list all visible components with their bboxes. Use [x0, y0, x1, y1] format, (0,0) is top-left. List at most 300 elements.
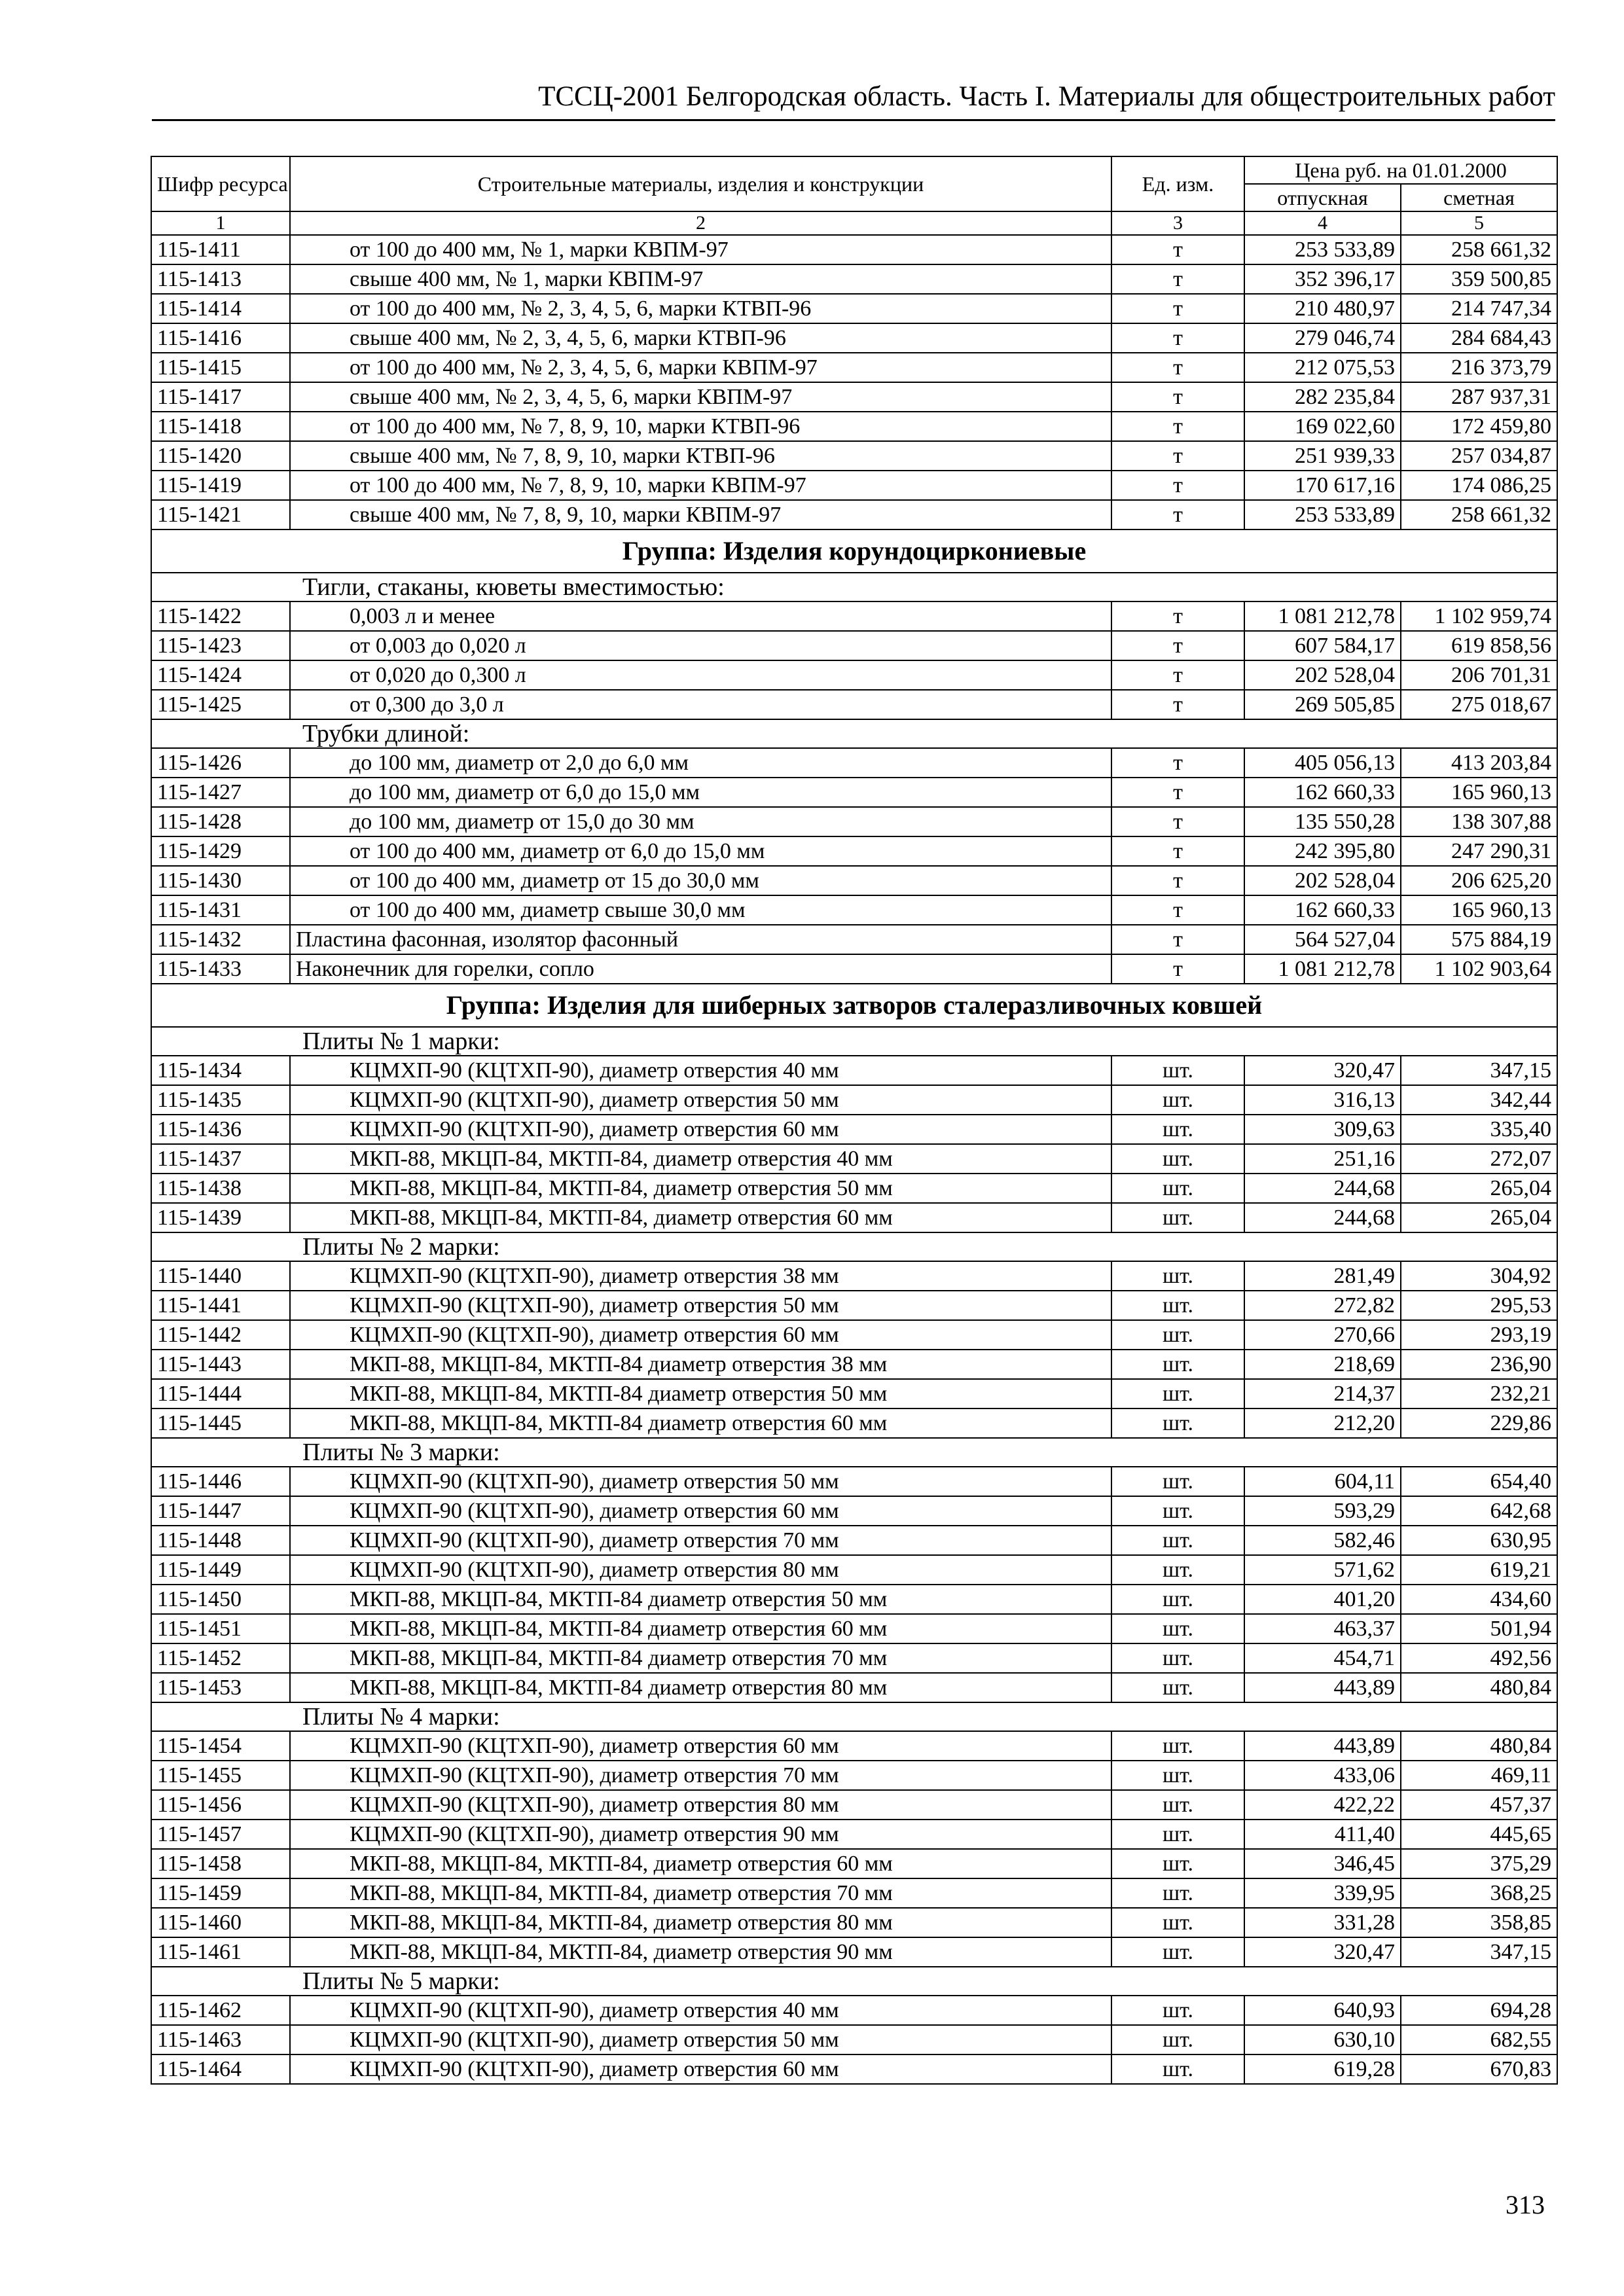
- table-row: [151, 1996, 1557, 2025]
- resource-code: 115-1436: [151, 1115, 290, 1144]
- material-name: КЦМХП-90 (КЦТХП-90), диаметр отверстия 50 мм: [290, 2025, 1111, 2054]
- material-name: МКП-88, МКЦП-84, МКТП-84, диаметр отверстия 90 мм: [290, 1937, 1111, 1967]
- release-price: 218,69: [1244, 1350, 1401, 1379]
- table-row: [151, 1085, 1557, 1115]
- resource-code: 115-1453: [151, 1673, 290, 1702]
- resource-code: 115-1414: [151, 294, 290, 323]
- table-row: [151, 294, 1557, 323]
- release-price: 593,29: [1244, 1496, 1401, 1526]
- material-name: свыше 400 мм, № 7, 8, 9, 10, марки КВПМ-97: [290, 500, 1111, 529]
- material-name: КЦМХП-90 (КЦТХП-90), диаметр отверстия 60 мм: [290, 1731, 1111, 1761]
- material-name: от 100 до 400 мм, диаметр свыше 30,0 мм: [290, 895, 1111, 925]
- release-price: 1 081 212,78: [1244, 954, 1401, 984]
- material-name: МКП-88, МКЦП-84, МКТП-84 диаметр отверстия 60 мм: [290, 1614, 1111, 1643]
- resource-code: 115-1451: [151, 1614, 290, 1643]
- unit-of-measure: т: [1111, 500, 1244, 529]
- release-price: 279 046,74: [1244, 323, 1401, 353]
- release-price: 1 081 212,78: [1244, 601, 1401, 631]
- release-price: 604,11: [1244, 1467, 1401, 1496]
- resource-code: 115-1425: [151, 690, 290, 719]
- estimate-price: 670,83: [1401, 2054, 1557, 2084]
- estimate-price: 275 018,67: [1401, 690, 1557, 719]
- column-number: 1: [151, 211, 290, 235]
- resource-code: 115-1455: [151, 1761, 290, 1790]
- unit-of-measure: шт.: [1111, 1408, 1244, 1438]
- resource-code: 115-1419: [151, 471, 290, 500]
- unit-of-measure: т: [1111, 954, 1244, 984]
- unit-of-measure: т: [1111, 660, 1244, 690]
- table-body: [151, 235, 1557, 2084]
- unit-of-measure: т: [1111, 690, 1244, 719]
- table-row: [151, 1526, 1557, 1555]
- table-row: [151, 382, 1557, 412]
- table-row: [151, 1643, 1557, 1673]
- unit-of-measure: т: [1111, 748, 1244, 778]
- unit-of-measure: т: [1111, 631, 1244, 660]
- estimate-price: 358,85: [1401, 1908, 1557, 1937]
- unit-of-measure: шт.: [1111, 1203, 1244, 1232]
- resource-code: 115-1432: [151, 925, 290, 954]
- resource-code: 115-1443: [151, 1350, 290, 1379]
- section-heading-row: [151, 1027, 1557, 1056]
- unit-of-measure: шт.: [1111, 1643, 1244, 1673]
- column-number: 3: [1111, 211, 1244, 235]
- release-price: 281,49: [1244, 1261, 1401, 1291]
- material-name: Пластина фасонная, изолятор фасонный: [290, 925, 1111, 954]
- material-name: КЦМХП-90 (КЦТХП-90), диаметр отверстия 80 мм: [290, 1790, 1111, 1820]
- material-name: от 0,003 до 0,020 л: [290, 631, 1111, 660]
- estimate-price: 619 858,56: [1401, 631, 1557, 660]
- resource-code: 115-1457: [151, 1820, 290, 1849]
- release-price: 269 505,85: [1244, 690, 1401, 719]
- unit-of-measure: шт.: [1111, 1731, 1244, 1761]
- unit-of-measure: шт.: [1111, 1056, 1244, 1085]
- resource-code: 115-1431: [151, 895, 290, 925]
- material-name: от 0,300 до 3,0 л: [290, 690, 1111, 719]
- table-row: [151, 353, 1557, 382]
- unit-of-measure: шт.: [1111, 1085, 1244, 1115]
- material-name: КЦМХП-90 (КЦТХП-90), диаметр отверстия 70 мм: [290, 1526, 1111, 1555]
- release-price: 422,22: [1244, 1790, 1401, 1820]
- table-row: [151, 1350, 1557, 1379]
- material-name: до 100 мм, диаметр от 15,0 до 30 мм: [290, 807, 1111, 836]
- material-name: от 100 до 400 мм, № 1, марки КВПМ-97: [290, 235, 1111, 264]
- table-row: [151, 807, 1557, 836]
- resource-code: 115-1421: [151, 500, 290, 529]
- release-price: 253 533,89: [1244, 235, 1401, 264]
- estimate-price: 445,65: [1401, 1820, 1557, 1849]
- table-row: [151, 631, 1557, 660]
- estimate-price: 347,15: [1401, 1056, 1557, 1085]
- resource-code: 115-1452: [151, 1643, 290, 1673]
- estimate-price: 630,95: [1401, 1526, 1557, 1555]
- resource-code: 115-1456: [151, 1790, 290, 1820]
- estimate-price: 1 102 903,64: [1401, 954, 1557, 984]
- material-name: МКП-88, МКЦП-84, МКТП-84, диаметр отверстия 70 мм: [290, 1878, 1111, 1908]
- estimate-price: 165 960,13: [1401, 895, 1557, 925]
- table-row: [151, 1731, 1557, 1761]
- resource-code: 115-1418: [151, 412, 290, 441]
- material-name: МКП-88, МКЦП-84, МКТП-84 диаметр отверстия 60 мм: [290, 1408, 1111, 1438]
- column-header-estimate-price: сметная: [1401, 184, 1557, 211]
- unit-of-measure: шт.: [1111, 1585, 1244, 1614]
- table-row: [151, 748, 1557, 778]
- material-name: КЦМХП-90 (КЦТХП-90), диаметр отверстия 70 мм: [290, 1761, 1111, 1790]
- unit-of-measure: шт.: [1111, 2054, 1244, 2084]
- estimate-price: 287 937,31: [1401, 382, 1557, 412]
- material-name: Наконечник для горелки, сопло: [290, 954, 1111, 984]
- unit-of-measure: т: [1111, 778, 1244, 807]
- release-price: 640,93: [1244, 1996, 1401, 2025]
- column-number-row: [151, 211, 1557, 235]
- price-table: [151, 156, 1558, 2085]
- release-price: 251,16: [1244, 1144, 1401, 1174]
- material-name: от 100 до 400 мм, № 7, 8, 9, 10, марки КВПМ-97: [290, 471, 1111, 500]
- table-row: [151, 601, 1557, 631]
- unit-of-measure: шт.: [1111, 1174, 1244, 1203]
- unit-of-measure: шт.: [1111, 1555, 1244, 1585]
- group-heading: Группа: Изделия для шиберных затворов сталеразливочных ковшей: [151, 984, 1557, 1027]
- estimate-price: 258 661,32: [1401, 500, 1557, 529]
- resource-code: 115-1428: [151, 807, 290, 836]
- section-heading: Тигли, стаканы, кюветы вместимостью:: [151, 573, 1557, 601]
- table-row: [151, 1614, 1557, 1643]
- table-row: [151, 1849, 1557, 1878]
- table-row: [151, 1820, 1557, 1849]
- estimate-price: 304,92: [1401, 1261, 1557, 1291]
- material-name: МКП-88, МКЦП-84, МКТП-84, диаметр отверстия 80 мм: [290, 1908, 1111, 1937]
- unit-of-measure: т: [1111, 807, 1244, 836]
- resource-code: 115-1461: [151, 1937, 290, 1967]
- resource-code: 115-1439: [151, 1203, 290, 1232]
- estimate-price: 265,04: [1401, 1174, 1557, 1203]
- material-name: от 100 до 400 мм, № 7, 8, 9, 10, марки КТВП-96: [290, 412, 1111, 441]
- release-price: 630,10: [1244, 2025, 1401, 2054]
- estimate-price: 284 684,43: [1401, 323, 1557, 353]
- material-name: КЦМХП-90 (КЦТХП-90), диаметр отверстия 50 мм: [290, 1291, 1111, 1320]
- material-name: до 100 мм, диаметр от 6,0 до 15,0 мм: [290, 778, 1111, 807]
- table-header-row: [151, 156, 1557, 184]
- estimate-price: 642,68: [1401, 1496, 1557, 1526]
- page-number: 313: [1506, 2190, 1545, 2219]
- release-price: 582,46: [1244, 1526, 1401, 1555]
- estimate-price: 375,29: [1401, 1849, 1557, 1878]
- table-row: [151, 1878, 1557, 1908]
- table-row: [151, 1408, 1557, 1438]
- estimate-price: 272,07: [1401, 1144, 1557, 1174]
- estimate-price: 413 203,84: [1401, 748, 1557, 778]
- release-price: 411,40: [1244, 1820, 1401, 1849]
- table-row: [151, 323, 1557, 353]
- material-name: от 0,020 до 0,300 л: [290, 660, 1111, 690]
- unit-of-measure: шт.: [1111, 1614, 1244, 1643]
- release-price: 454,71: [1244, 1643, 1401, 1673]
- unit-of-measure: шт.: [1111, 1937, 1244, 1967]
- material-name: МКП-88, МКЦП-84, МКТП-84 диаметр отверстия 50 мм: [290, 1585, 1111, 1614]
- unit-of-measure: т: [1111, 895, 1244, 925]
- material-name: КЦМХП-90 (КЦТХП-90), диаметр отверстия 60 мм: [290, 1496, 1111, 1526]
- resource-code: 115-1420: [151, 441, 290, 471]
- estimate-price: 206 701,31: [1401, 660, 1557, 690]
- estimate-price: 214 747,34: [1401, 294, 1557, 323]
- resource-code: 115-1438: [151, 1174, 290, 1203]
- estimate-price: 1 102 959,74: [1401, 601, 1557, 631]
- material-name: КЦМХП-90 (КЦТХП-90), диаметр отверстия 90 мм: [290, 1820, 1111, 1849]
- section-heading-row: [151, 719, 1557, 748]
- material-name: МКП-88, МКЦП-84, МКТП-84 диаметр отверстия 38 мм: [290, 1350, 1111, 1379]
- release-price: 212,20: [1244, 1408, 1401, 1438]
- estimate-price: 368,25: [1401, 1878, 1557, 1908]
- estimate-price: 501,94: [1401, 1614, 1557, 1643]
- release-price: 202 528,04: [1244, 866, 1401, 895]
- unit-of-measure: шт.: [1111, 1261, 1244, 1291]
- resource-code: 115-1427: [151, 778, 290, 807]
- unit-of-measure: шт.: [1111, 1467, 1244, 1496]
- resource-code: 115-1448: [151, 1526, 290, 1555]
- unit-of-measure: шт.: [1111, 1878, 1244, 1908]
- unit-of-measure: шт.: [1111, 1350, 1244, 1379]
- resource-code: 115-1416: [151, 323, 290, 353]
- release-price: 270,66: [1244, 1320, 1401, 1350]
- estimate-price: 682,55: [1401, 2025, 1557, 2054]
- resource-code: 115-1460: [151, 1908, 290, 1937]
- table-row: [151, 1585, 1557, 1614]
- table-row: [151, 1174, 1557, 1203]
- estimate-price: 206 625,20: [1401, 866, 1557, 895]
- table-row: [151, 1203, 1557, 1232]
- unit-of-measure: т: [1111, 925, 1244, 954]
- material-name: от 100 до 400 мм, диаметр от 6,0 до 15,0 мм: [290, 836, 1111, 866]
- table-row: [151, 1144, 1557, 1174]
- table-row: [151, 2025, 1557, 2054]
- estimate-price: 138 307,88: [1401, 807, 1557, 836]
- release-price: 253 533,89: [1244, 500, 1401, 529]
- release-price: 316,13: [1244, 1085, 1401, 1115]
- release-price: 162 660,33: [1244, 895, 1401, 925]
- section-heading-row: [151, 1702, 1557, 1731]
- unit-of-measure: т: [1111, 601, 1244, 631]
- table-row: [151, 1555, 1557, 1585]
- estimate-price: 619,21: [1401, 1555, 1557, 1585]
- unit-of-measure: т: [1111, 441, 1244, 471]
- resource-code: 115-1434: [151, 1056, 290, 1085]
- unit-of-measure: шт.: [1111, 1790, 1244, 1820]
- table-row: [151, 925, 1557, 954]
- resource-code: 115-1437: [151, 1144, 290, 1174]
- estimate-price: 480,84: [1401, 1731, 1557, 1761]
- table-row: [151, 1673, 1557, 1702]
- release-price: 352 396,17: [1244, 264, 1401, 294]
- estimate-price: 216 373,79: [1401, 353, 1557, 382]
- table-row: [151, 836, 1557, 866]
- release-price: 212 075,53: [1244, 353, 1401, 382]
- release-price: 443,89: [1244, 1673, 1401, 1702]
- release-price: 170 617,16: [1244, 471, 1401, 500]
- release-price: 272,82: [1244, 1291, 1401, 1320]
- estimate-price: 295,53: [1401, 1291, 1557, 1320]
- resource-code: 115-1429: [151, 836, 290, 866]
- material-name: свыше 400 мм, № 2, 3, 4, 5, 6, марки КТВП-96: [290, 323, 1111, 353]
- material-name: КЦМХП-90 (КЦТХП-90), диаметр отверстия 60 мм: [290, 1115, 1111, 1144]
- table-row: [151, 1790, 1557, 1820]
- column-header-release-price: отпускная: [1244, 184, 1401, 211]
- resource-code: 115-1435: [151, 1085, 290, 1115]
- estimate-price: 265,04: [1401, 1203, 1557, 1232]
- material-name: МКП-88, МКЦП-84, МКТП-84, диаметр отверстия 60 мм: [290, 1849, 1111, 1878]
- section-heading: Плиты № 5 марки:: [151, 1967, 1557, 1996]
- table-row: [151, 895, 1557, 925]
- unit-of-measure: т: [1111, 866, 1244, 895]
- unit-of-measure: шт.: [1111, 1820, 1244, 1849]
- group-heading-row: [151, 984, 1557, 1027]
- material-name: свыше 400 мм, № 1, марки КВПМ-97: [290, 264, 1111, 294]
- unit-of-measure: шт.: [1111, 1496, 1244, 1526]
- table-row: [151, 235, 1557, 264]
- page-header: ТССЦ-2001 Белгородская область. Часть I. Материалы для общестроительных работ: [152, 77, 1555, 121]
- estimate-price: 258 661,32: [1401, 235, 1557, 264]
- resource-code: 115-1423: [151, 631, 290, 660]
- section-heading: Плиты № 3 марки:: [151, 1438, 1557, 1467]
- section-heading-row: [151, 573, 1557, 601]
- resource-code: 115-1422: [151, 601, 290, 631]
- unit-of-measure: т: [1111, 264, 1244, 294]
- table-row: [151, 1496, 1557, 1526]
- material-name: от 100 до 400 мм, № 2, 3, 4, 5, 6, марки КТВП-96: [290, 294, 1111, 323]
- unit-of-measure: шт.: [1111, 1996, 1244, 2025]
- resource-code: 115-1446: [151, 1467, 290, 1496]
- material-name: КЦМХП-90 (КЦТХП-90), диаметр отверстия 40 мм: [290, 1996, 1111, 2025]
- release-price: 251 939,33: [1244, 441, 1401, 471]
- table-row: [151, 500, 1557, 529]
- table-row: [151, 1056, 1557, 1085]
- release-price: 339,95: [1244, 1878, 1401, 1908]
- unit-of-measure: шт.: [1111, 1849, 1244, 1878]
- table-row: [151, 412, 1557, 441]
- resource-code: 115-1440: [151, 1261, 290, 1291]
- release-price: 320,47: [1244, 1937, 1401, 1967]
- release-price: 214,37: [1244, 1379, 1401, 1408]
- release-price: 619,28: [1244, 2054, 1401, 2084]
- estimate-price: 469,11: [1401, 1761, 1557, 1790]
- resource-code: 115-1426: [151, 748, 290, 778]
- release-price: 210 480,97: [1244, 294, 1401, 323]
- resource-code: 115-1459: [151, 1878, 290, 1908]
- section-heading: Плиты № 1 марки:: [151, 1027, 1557, 1056]
- material-name: свыше 400 мм, № 2, 3, 4, 5, 6, марки КВПМ-97: [290, 382, 1111, 412]
- unit-of-measure: шт.: [1111, 1761, 1244, 1790]
- column-header-name: Строительные материалы, изделия и конструкции: [290, 156, 1111, 211]
- column-number: 5: [1401, 211, 1557, 235]
- table-row: [151, 264, 1557, 294]
- estimate-price: 232,21: [1401, 1379, 1557, 1408]
- resource-code: 115-1424: [151, 660, 290, 690]
- estimate-price: 293,19: [1401, 1320, 1557, 1350]
- material-name: МКП-88, МКЦП-84, МКТП-84 диаметр отверстия 50 мм: [290, 1379, 1111, 1408]
- column-header-unit: Ед. изм.: [1111, 156, 1244, 211]
- group-heading-row: [151, 529, 1557, 573]
- release-price: 433,06: [1244, 1761, 1401, 1790]
- estimate-price: 335,40: [1401, 1115, 1557, 1144]
- resource-code: 115-1458: [151, 1849, 290, 1878]
- table-row: [151, 1467, 1557, 1496]
- section-heading: Плиты № 2 марки:: [151, 1232, 1557, 1261]
- unit-of-measure: шт.: [1111, 1291, 1244, 1320]
- unit-of-measure: шт.: [1111, 1526, 1244, 1555]
- estimate-price: 174 086,25: [1401, 471, 1557, 500]
- column-number: 2: [290, 211, 1111, 235]
- resource-code: 115-1449: [151, 1555, 290, 1585]
- resource-code: 115-1441: [151, 1291, 290, 1320]
- resource-code: 115-1413: [151, 264, 290, 294]
- material-name: КЦМХП-90 (КЦТХП-90), диаметр отверстия 60 мм: [290, 2054, 1111, 2084]
- resource-code: 115-1411: [151, 235, 290, 264]
- release-price: 320,47: [1244, 1056, 1401, 1085]
- resource-code: 115-1463: [151, 2025, 290, 2054]
- group-heading: Группа: Изделия корундоциркониевые: [151, 529, 1557, 573]
- material-name: КЦМХП-90 (КЦТХП-90), диаметр отверстия 50 мм: [290, 1085, 1111, 1115]
- release-price: 162 660,33: [1244, 778, 1401, 807]
- unit-of-measure: т: [1111, 412, 1244, 441]
- table-row: [151, 1379, 1557, 1408]
- unit-of-measure: т: [1111, 836, 1244, 866]
- resource-code: 115-1447: [151, 1496, 290, 1526]
- release-price: 607 584,17: [1244, 631, 1401, 660]
- resource-code: 115-1445: [151, 1408, 290, 1438]
- estimate-price: 457,37: [1401, 1790, 1557, 1820]
- material-name: 0,003 л и менее: [290, 601, 1111, 631]
- unit-of-measure: т: [1111, 323, 1244, 353]
- material-name: МКП-88, МКЦП-84, МКТП-84, диаметр отверстия 60 мм: [290, 1203, 1111, 1232]
- estimate-price: 359 500,85: [1401, 264, 1557, 294]
- resource-code: 115-1464: [151, 2054, 290, 2084]
- release-price: 244,68: [1244, 1174, 1401, 1203]
- release-price: 244,68: [1244, 1203, 1401, 1232]
- column-header-price: Цена руб. на 01.01.2000: [1244, 156, 1557, 184]
- section-heading-row: [151, 1232, 1557, 1261]
- release-price: 571,62: [1244, 1555, 1401, 1585]
- unit-of-measure: шт.: [1111, 1320, 1244, 1350]
- estimate-price: 492,56: [1401, 1643, 1557, 1673]
- estimate-price: 236,90: [1401, 1350, 1557, 1379]
- column-number: 4: [1244, 211, 1401, 235]
- resource-code: 115-1444: [151, 1379, 290, 1408]
- table-row: [151, 471, 1557, 500]
- column-header-code: Шифр ресурса: [151, 156, 290, 211]
- table-row: [151, 1761, 1557, 1790]
- table-row: [151, 778, 1557, 807]
- table-row: [151, 1937, 1557, 1967]
- resource-code: 115-1442: [151, 1320, 290, 1350]
- estimate-price: 575 884,19: [1401, 925, 1557, 954]
- estimate-price: 694,28: [1401, 1996, 1557, 2025]
- table-row: [151, 866, 1557, 895]
- material-name: МКП-88, МКЦП-84, МКТП-84, диаметр отверстия 40 мм: [290, 1144, 1111, 1174]
- release-price: 242 395,80: [1244, 836, 1401, 866]
- section-heading-row: [151, 1438, 1557, 1467]
- resource-code: 115-1462: [151, 1996, 290, 2025]
- unit-of-measure: шт.: [1111, 1115, 1244, 1144]
- material-name: КЦМХП-90 (КЦТХП-90), диаметр отверстия 60 мм: [290, 1320, 1111, 1350]
- table-row: [151, 1320, 1557, 1350]
- release-price: 282 235,84: [1244, 382, 1401, 412]
- unit-of-measure: т: [1111, 353, 1244, 382]
- material-name: до 100 мм, диаметр от 2,0 до 6,0 мм: [290, 748, 1111, 778]
- table-row: [151, 1291, 1557, 1320]
- release-price: 463,37: [1244, 1614, 1401, 1643]
- release-price: 169 022,60: [1244, 412, 1401, 441]
- release-price: 346,45: [1244, 1849, 1401, 1878]
- estimate-price: 347,15: [1401, 1937, 1557, 1967]
